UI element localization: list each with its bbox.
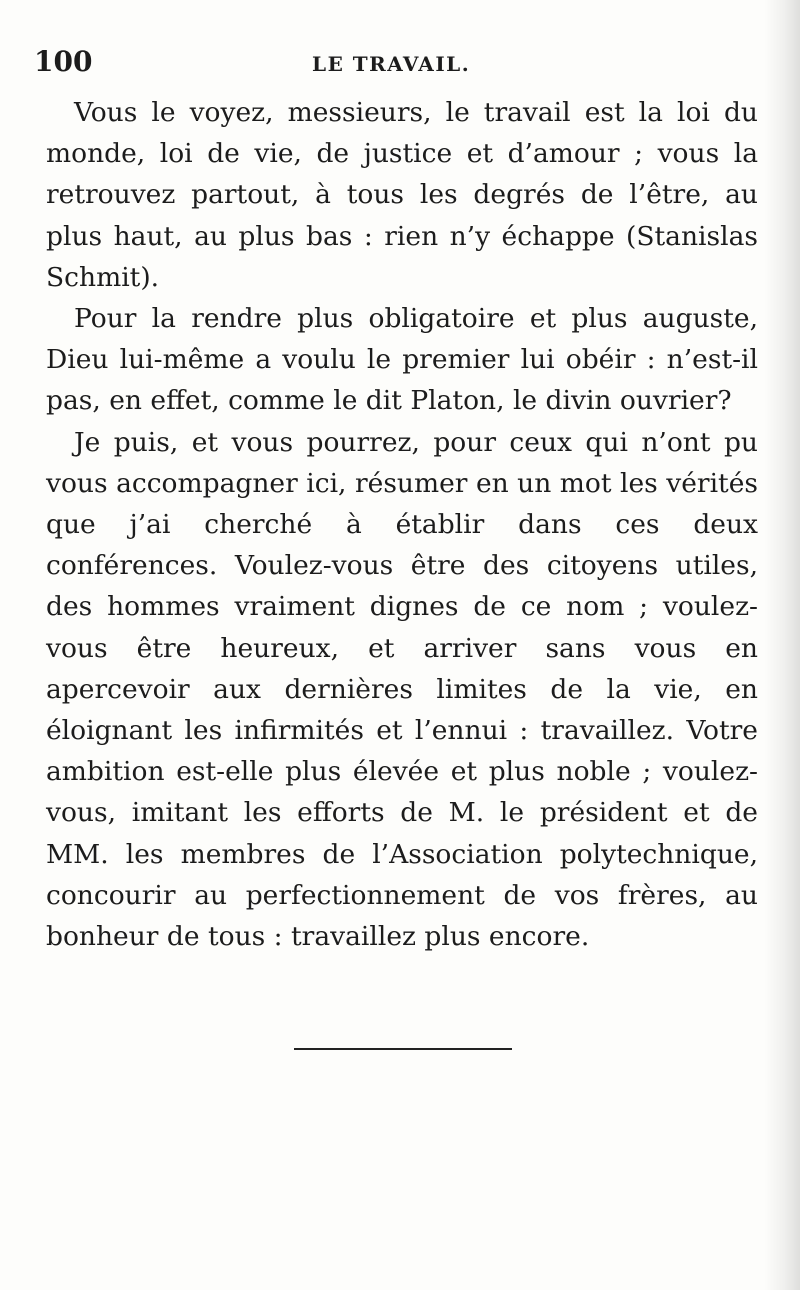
end-rule [294,1048,512,1050]
paragraph: Je puis, et vous pourrez, pour ceux qui n’ont pu vous accompagner ici, résumer en un mot les vérités que j’ai cherché à établir dans ces deux conférences. Voulez-vous être des citoyens utiles, des hommes vraiment dignes de ce nom ; voulez-vous être heureux, et arriver sans vous en apercevoir aux dernières limites de la vie, en éloignant les infirmités et l’ennui : travaillez. Votre ambition est-elle plus élevée et plus noble ; voulez-vous, imitant les efforts de M. le président et de MM. les membres de l’Association polytechnique, concourir au perfectionnement de vos frères, au bonheur de tous : travaillez plus encore. [46,426,758,953]
body-text [46,92,758,957]
paragraph: Vous le voyez, messieurs, le travail est la loi du monde, loi de vie, de justice et d’amour ; vous la retrouvez partout, à tous les degrés de l’être, au plus haut, au plus bas : rien n’y échappe (Stanislas Schmit). [46,97,758,293]
page-edge-shadow [764,0,800,1290]
running-title: LE TRAVAIL. [312,52,471,76]
running-head [0,42,800,82]
paragraph: Pour la rendre plus obligatoire et plus auguste, Dieu lui-même a voulu le premier lui obéir : n’est-il pas, en effet, comme le dit Platon, le divin ouvrier? [46,303,758,417]
page-number: 100 [34,45,93,78]
